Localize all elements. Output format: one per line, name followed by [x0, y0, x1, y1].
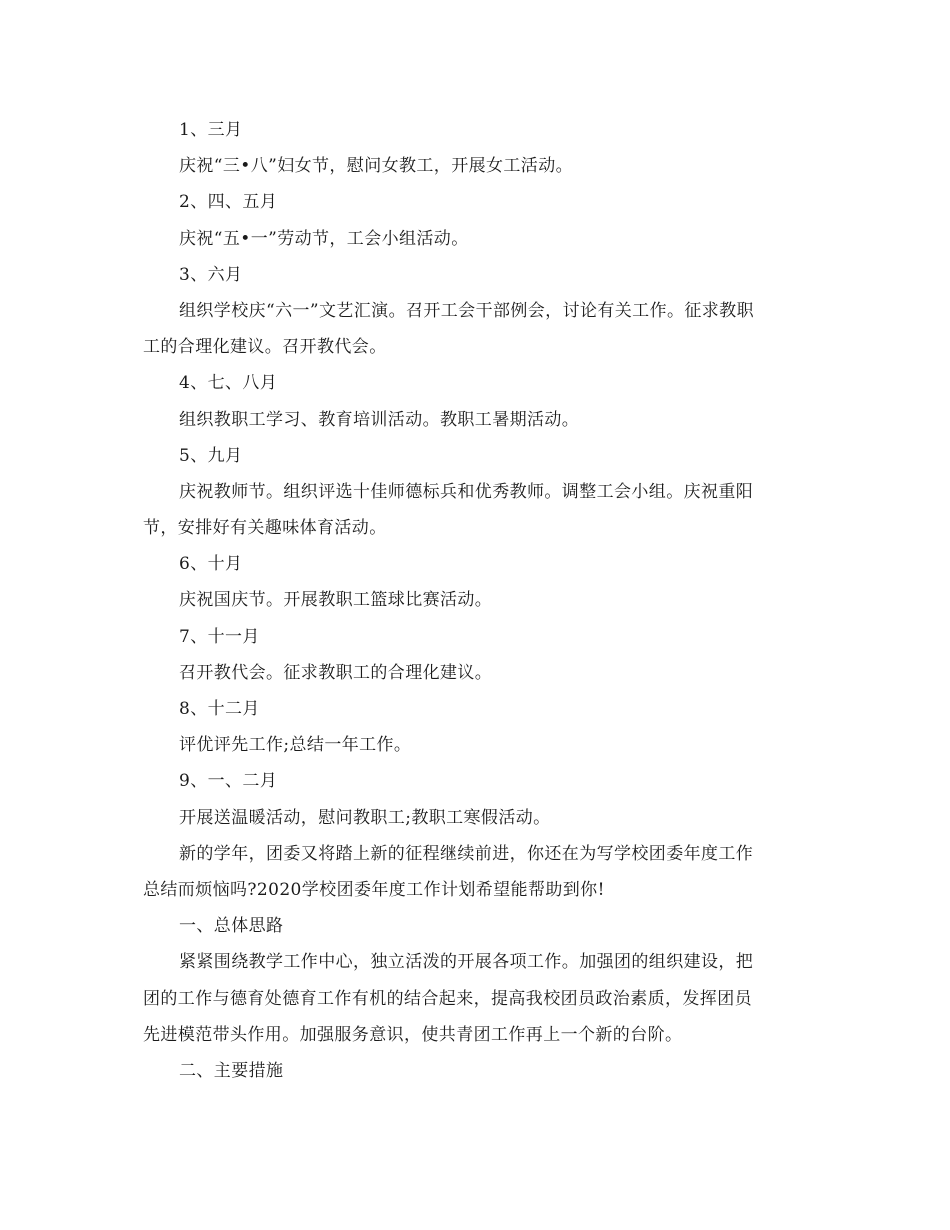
section-heading-overall-approach: 一、总体思路 — [179, 916, 284, 937]
paragraph-april-may: 庆祝“五•一”劳动节，工会小组活动。 — [179, 228, 469, 249]
paragraph-december: 评优评先工作;总结一年工作。 — [179, 735, 412, 756]
overall-approach-line-3: 先进模范带头作用。加强服务意识，使共青团工作再上一个新的台阶。 — [143, 1024, 683, 1045]
intro-paragraph-line-2: 总结而烦恼吗?2020学校团委年度工作计划希望能帮助到你! — [143, 879, 605, 900]
section-heading-main-measures: 二、主要措施 — [179, 1060, 284, 1081]
overall-approach-line-2: 团的工作与德育处德育工作有机的结合起来，提高我校团员政治素质，发挥团员 — [143, 988, 752, 1009]
paragraph-july-august: 组织教职工学习、教育培训活动。教职工暑期活动。 — [179, 409, 580, 430]
paragraph-october: 庆祝国庆节。开展教职工篮球比赛活动。 — [179, 590, 493, 611]
paragraph-september-line-1: 庆祝教师节。组织评选十佳师德标兵和优秀教师。调整工会小组。庆祝重阳 — [179, 481, 754, 502]
document-page — [143, 112, 803, 1089]
intro-paragraph-line-1: 新的学年，团委又将踏上新的征程继续前进，你还在为写学校团委年度工作 — [179, 843, 754, 864]
month-heading-september: 5、九月 — [179, 445, 243, 466]
month-heading-october: 6、十月 — [179, 554, 243, 575]
overall-approach-line-1: 紧紧围绕教学工作中心，独立活泼的开展各项工作。加强团的组织建设，把 — [179, 952, 754, 973]
month-heading-march: 1、三月 — [179, 120, 243, 140]
month-heading-april-may: 2、四、五月 — [179, 192, 278, 213]
month-heading-november: 7、十一月 — [179, 626, 260, 647]
paragraph-june-line-2: 工的合理化建议。召开教代会。 — [143, 337, 387, 358]
paragraph-june-line-1: 组织学校庆“六一”文艺汇演。召开工会干部例会，讨论有关工作。征求教职 — [179, 300, 754, 321]
month-heading-december: 8、十二月 — [179, 699, 260, 719]
paragraph-november: 召开教代会。征求教职工的合理化建议。 — [179, 662, 493, 683]
paragraph-september-line-2: 节，安排好有关趣味体育活动。 — [143, 518, 387, 539]
paragraph-march: 庆祝“三•八”妇女节，慰问女教工，开展女工活动。 — [179, 156, 574, 177]
month-heading-january-february: 9、一、二月 — [179, 771, 278, 792]
paragraph-january-february: 开展送温暖活动，慰问教职工;教职工寒假活动。 — [179, 807, 551, 828]
month-heading-june: 3、六月 — [179, 264, 243, 285]
month-heading-july-august: 4、七、八月 — [179, 373, 278, 394]
